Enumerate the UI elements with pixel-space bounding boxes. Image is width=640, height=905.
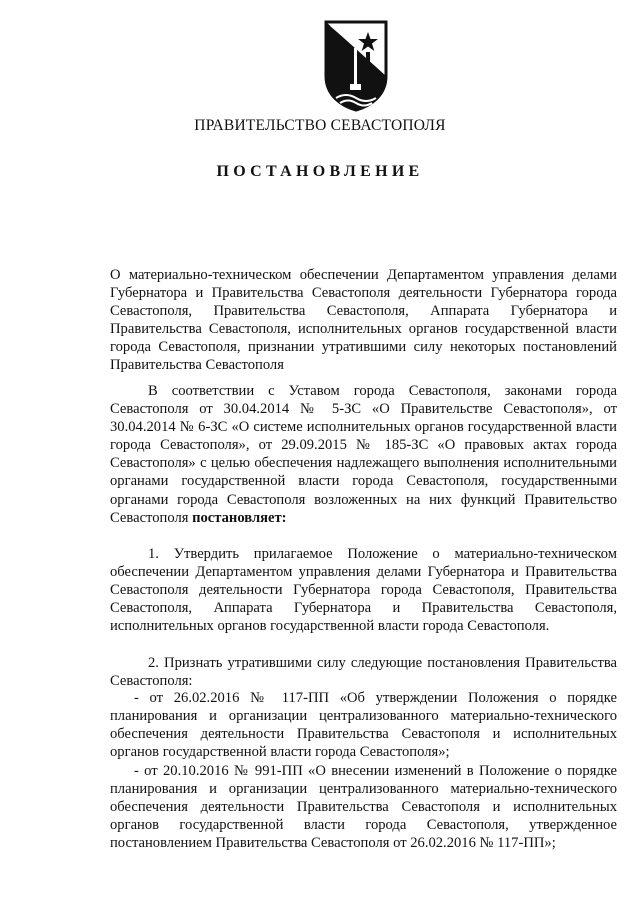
sub-list-item — [110, 689, 617, 761]
document-title — [110, 266, 617, 375]
item-2-text: 2. Признать утратившими силу следующие постановления Правительства Севастополя: — [110, 655, 617, 690]
preamble-text: В соответствии с Уставом города Севастополя, законами города Севастополя от 30.04.2014 № 5-ЗС «О Правительстве Севастополя», от 30.04.2014 № 6-ЗС «О системе исполнительных органов государственной власти города Севастополя», от 29.09.2015 № 185-ЗС «О правовых актах города Севастополя» с целью обеспечения надлежащего выполнения исполнительными органами государственной власти города Севастополя, государственными органами города Севастополя возложенных на них функций Правительство Севастополя — [110, 383, 617, 526]
subitem-2-text: - от 20.10.2016 № 991-ПП «О внесении изменений в Положение о порядке планирования и организации централизованного материально-технического обеспечения деятельности Правительства Севастополя и исполнительных органов государственной власти города Севастополя, утвержденное постановлением Правительства Севастополя от 26.02.2016 № 117-ПП»; — [110, 763, 617, 852]
organization-name: ПРАВИТЕЛЬСТВО СЕВАСТОПОЛЯ — [194, 117, 446, 134]
coat-of-arms-emblem — [322, 18, 390, 112]
document-type-heading: ПОСТАНОВЛЕНИЕ — [216, 163, 424, 180]
list-item — [110, 654, 617, 690]
item-1-text: 1. Утвердить прилагаемое Положение о материально-техническом обеспечении Департаментом управления делами Губернатора и Правительства Севастополя деятельности Губернатора города Севастополя, Правительства Севастополя, Аппарата Губернатора и Правительства Севастополя, исполнительных органов государственной власти города Севастополя. — [110, 546, 617, 635]
sub-list-item — [110, 762, 617, 852]
document-title-text: О материально-техническом обеспечении Департаментом управления делами Губернатора и Правительства Севастополя деятельности Губернатора города Севастополя, Правительства Севастополя, Аппарата Губернатора и Правительства Севастополя, исполнительных органов государственной власти города Севастополя, признании утратившими силу некоторых постановлений Правительства Севастополя — [110, 267, 617, 374]
preamble-action: постановляет: — [192, 509, 287, 526]
list-item — [110, 545, 617, 635]
subitem-1-text: - от 26.02.2016 № 117-ПП «Об утверждении Положения о порядке планирования и организации централизованного материально-технического обеспечения деятельности Правительства Севастополя и исполнительных органов государственной власти города Севастополя»; — [110, 690, 617, 761]
preamble-paragraph — [110, 382, 617, 527]
